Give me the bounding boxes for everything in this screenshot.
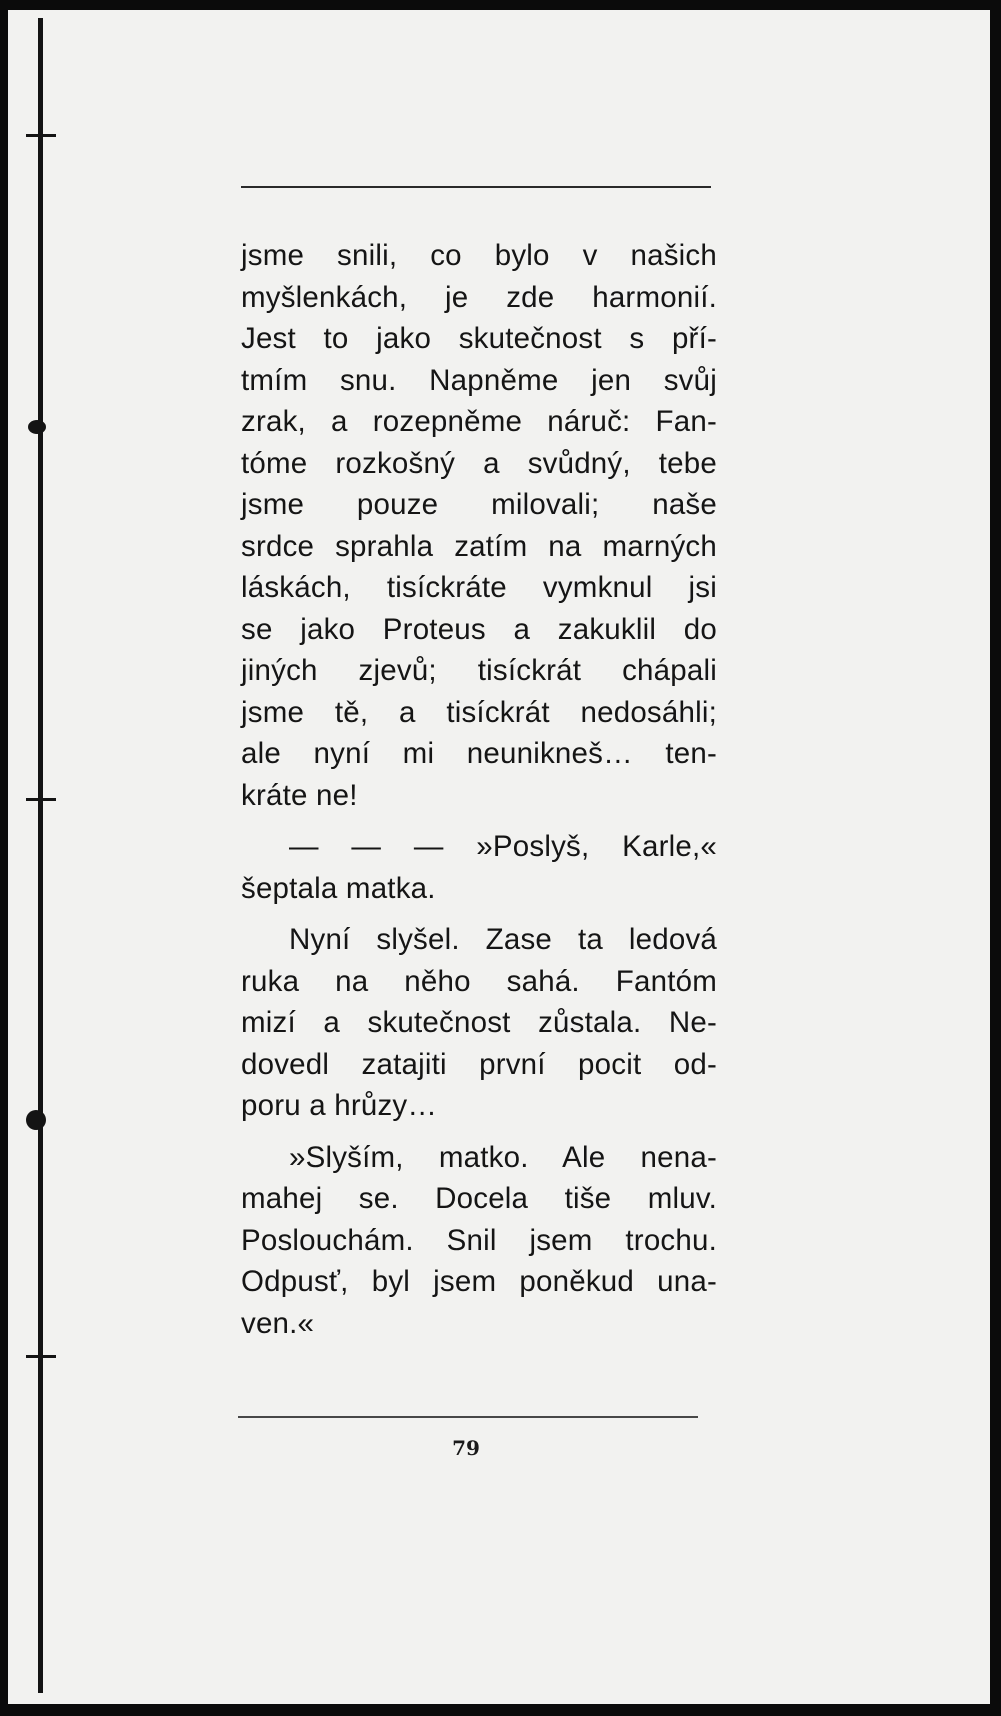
text-line: Jest to jako skutečnost s pří- [241,322,717,355]
binding-mark [26,798,56,801]
text-line: srdce sprahla zatím na marných [241,529,717,563]
text-line: tmím snu. Napněme jen svůj [241,363,717,397]
text-line: dovedl zatajiti první pocit od- [241,1047,717,1081]
binding-mark [26,1355,56,1358]
footer-rule [238,1416,698,1418]
text-line: Poslouchám. Snil jsem trochu. [241,1223,717,1257]
text-line: poru a hrůzy… [241,1089,438,1122]
body-text [241,235,717,1344]
text-line: myšlenkách, je zde harmonií. [241,280,717,314]
paragraph [241,1137,717,1345]
text-line: šeptala matka. [241,871,436,905]
text-line: zrak, a rozepněme náruč: Fan- [241,405,717,438]
binding-edge [38,18,43,1693]
binding-mark [26,134,56,137]
text-line: ven.« [241,1306,315,1340]
text-line: mizí a skutečnost zůstala. Ne- [241,1006,717,1039]
page-number: 79 [452,1436,480,1460]
header-rule [241,186,711,188]
text-line: se jako Proteus a zakuklil do [241,612,717,646]
binding-mark [28,420,46,434]
text-line: kráte ne! [241,778,358,812]
text-line: Odpusť, byl jsem poněkud una- [241,1265,717,1298]
paragraph [241,235,717,816]
text-line: ale nyní mi neunikneš… ten- [241,737,717,770]
text-line: jiných zjevů; tisíckrát chápali [241,654,717,687]
text-line: jsme pouze milovali; naše [241,488,717,521]
binding-mark [26,1110,46,1130]
text-line: »Slyším, matko. Ale nena- [289,1140,717,1174]
paragraph [241,826,717,909]
text-line: tóme rozkošný a svůdný, tebe [241,446,717,480]
text-line: ruka na něho sahá. Fantóm [241,964,717,998]
text-line: Nyní slyšel. Zase ta ledová [289,923,717,956]
text-line: jsme snili, co bylo v našich [241,239,717,272]
text-line: — — — »Poslyš, Karle,« [289,830,717,863]
text-line: láskách, tisíckráte vymknul jsi [241,571,717,604]
text-line: mahej se. Docela tiše mluv. [241,1182,717,1215]
text-line: jsme tě, a tisíckrát nedosáhli; [241,695,717,729]
paragraph [241,919,717,1127]
